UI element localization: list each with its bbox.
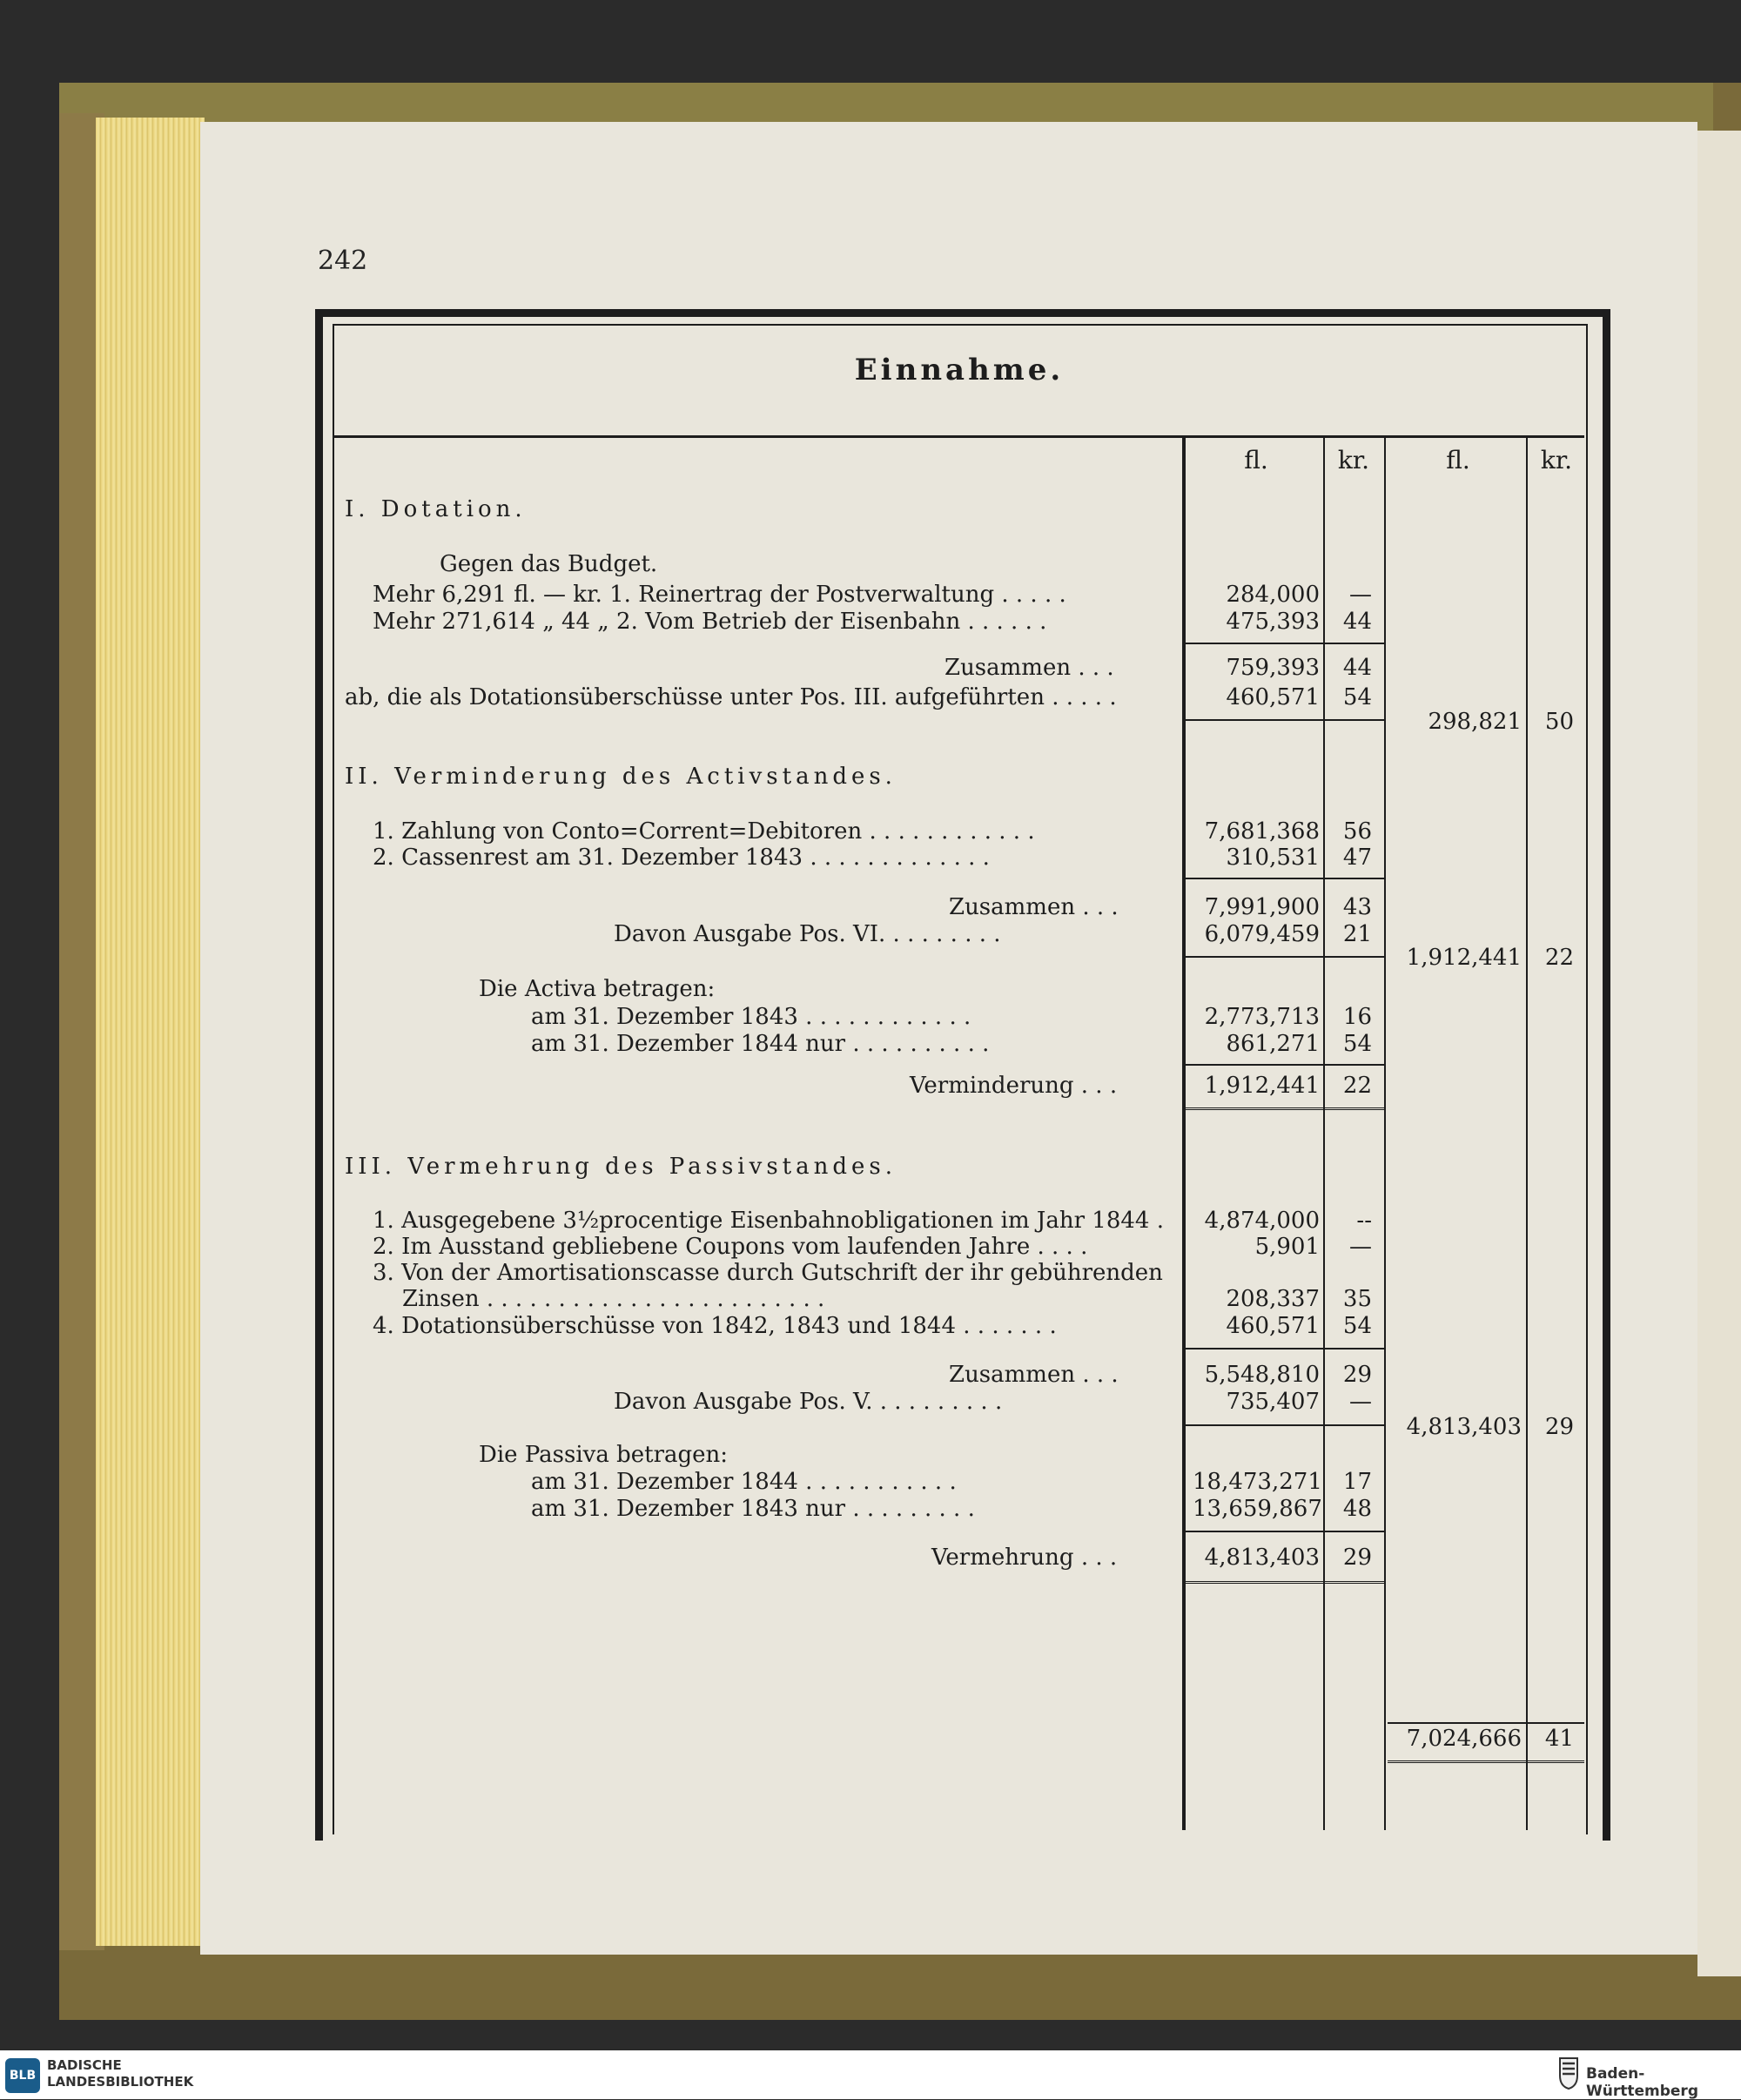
section-title-verminderung: II. Verminderung des Activstandes. — [345, 764, 897, 790]
amount-fl: 18,473,271 — [1193, 1469, 1322, 1495]
deduction-label: Davon Ausgabe Pos. VI. . . . . . . . . — [614, 921, 1001, 947]
difference-rule — [1186, 719, 1384, 721]
amount-fl: 861,271 — [1226, 1031, 1320, 1057]
amount-kr: 56 — [1342, 818, 1372, 845]
coat-of-arms-icon — [1558, 2056, 1579, 2090]
amount-fl: 5,901 — [1254, 1234, 1320, 1260]
column-head-fl-2: fl. — [1446, 446, 1470, 475]
amount-fl: 310,531 — [1226, 845, 1320, 871]
row-label: am 31. Dezember 1843 . . . . . . . . . . . . — [531, 1004, 971, 1030]
column-rule-kr1-right — [1384, 437, 1386, 1830]
amount-kr: 54 — [1342, 1313, 1372, 1339]
difference-rule — [1186, 956, 1384, 958]
sum-rule — [1186, 1348, 1384, 1350]
amount-fl: 13,659,867 — [1193, 1496, 1322, 1522]
column-rule-fl1-left — [1182, 437, 1186, 1830]
section-total-kr: 22 — [1544, 945, 1574, 971]
sum-rule — [1186, 1531, 1384, 1532]
row-label: am 31. Dezember 1844 nur . . . . . . . . . . — [531, 1031, 990, 1057]
amount-fl: 1,912,441 — [1204, 1073, 1320, 1099]
amount-fl: 759,393 — [1226, 655, 1320, 681]
facing-page-edge — [1697, 131, 1741, 1976]
amount-kr: 22 — [1342, 1073, 1372, 1099]
amount-fl: 284,000 — [1226, 582, 1320, 608]
amount-kr: 35 — [1342, 1286, 1372, 1312]
amount-fl: 475,393 — [1226, 609, 1320, 635]
amount-kr: 54 — [1342, 1031, 1372, 1057]
deduction-label: Davon Ausgabe Pos. V. . . . . . . . . . — [614, 1389, 1003, 1415]
result-double-rule — [1186, 1107, 1384, 1113]
column-head-kr-1: kr. — [1337, 446, 1370, 475]
budget-heading: Gegen das Budget. — [440, 551, 658, 577]
amount-kr: — — [1349, 1389, 1372, 1415]
row-label: 1. Zahlung von Conto=Corrent=Debitoren . . . . . . . . . . . . — [373, 818, 1035, 845]
sum-rule — [1186, 643, 1384, 644]
section-total-kr: 29 — [1544, 1414, 1574, 1440]
subtotal-label: Zusammen . . . — [944, 655, 1114, 681]
table-title: Einnahme. — [854, 353, 1065, 387]
amount-kr: 43 — [1342, 894, 1372, 920]
page-edges — [96, 118, 205, 1946]
amount-fl: 5,548,810 — [1204, 1362, 1320, 1388]
amount-fl: 460,571 — [1226, 1313, 1320, 1339]
result-label: Verminderung . . . — [910, 1073, 1118, 1099]
amount-kr: 47 — [1342, 845, 1372, 871]
section-total-kr: 50 — [1544, 709, 1574, 735]
section-title-vermehrung: III. Vermehrung des Passivstandes. — [345, 1154, 897, 1180]
heading-rule — [334, 435, 1584, 438]
column-head-fl-1: fl. — [1244, 446, 1268, 475]
row-label: 4. Dotationsüberschüsse von 1842, 1843 und 1844 . . . . . . . — [373, 1313, 1057, 1339]
section-total-fl: 298,821 — [1428, 709, 1522, 735]
amount-kr: — — [1349, 582, 1372, 608]
amount-fl: 7,991,900 — [1204, 894, 1320, 920]
amount-kr: 54 — [1342, 684, 1372, 710]
amount-fl: 6,079,459 — [1204, 921, 1320, 947]
difference-rule — [1186, 1424, 1384, 1426]
grand-total-fl: 7,024,666 — [1406, 1726, 1522, 1752]
column-rule-kr1-left — [1323, 437, 1325, 1830]
row-label: am 31. Dezember 1843 nur . . . . . . . . . — [531, 1496, 975, 1522]
amount-kr: 16 — [1342, 1004, 1372, 1030]
blb-name-line1: BADISCHE — [47, 2057, 122, 2073]
bw-name[interactable]: Baden-Württemberg — [1586, 2065, 1698, 2100]
section-total-fl: 1,912,441 — [1406, 945, 1522, 971]
grand-total-rule — [1388, 1722, 1584, 1724]
sum-rule — [1186, 878, 1384, 879]
section-total-fl: 4,813,403 — [1406, 1414, 1522, 1440]
grand-total-double-rule — [1388, 1760, 1584, 1766]
subtotal-label: Zusammen . . . — [949, 894, 1119, 920]
row-label: 1. Ausgegebene 3½procentige Eisenbahnobligationen im Jahr 1844 . — [373, 1208, 1164, 1234]
amount-kr: 48 — [1342, 1496, 1372, 1522]
result-double-rule — [1186, 1581, 1384, 1586]
amount-fl: 4,874,000 — [1204, 1208, 1320, 1234]
row-label: am 31. Dezember 1844 . . . . . . . . . . . — [531, 1469, 957, 1495]
amount-fl: 208,337 — [1226, 1286, 1320, 1312]
amount-fl: 735,407 — [1226, 1389, 1320, 1415]
row-label: Mehr 271,614 „ 44 „ 2. Vom Betrieb der Eisenbahn . . . . . . — [373, 609, 1047, 635]
column-rule-kr2-left — [1526, 437, 1528, 1830]
blb-logo[interactable]: BLB — [5, 2058, 40, 2093]
section-title-dotation: I. Dotation. — [345, 496, 527, 522]
row-label: 2. Cassenrest am 31. Dezember 1843 . . . . . . . . . . . . . — [373, 845, 990, 871]
page-number: 242 — [318, 246, 368, 276]
sum-rule — [1186, 1064, 1384, 1066]
amount-kr: 44 — [1342, 655, 1372, 681]
amount-fl: 7,681,368 — [1204, 818, 1320, 845]
amount-kr: 17 — [1342, 1469, 1372, 1495]
grand-total-kr: 41 — [1544, 1726, 1574, 1752]
blb-name-line2: LANDESBIBLIOTHEK — [47, 2074, 194, 2090]
footer-bar — [0, 2050, 1741, 2099]
amount-kr: 29 — [1342, 1362, 1372, 1388]
amount-kr: — — [1349, 1234, 1372, 1260]
amount-kr: 44 — [1342, 609, 1372, 635]
blb-name — [47, 2057, 193, 2090]
amount-kr: -- — [1356, 1208, 1372, 1234]
amount-kr: 29 — [1342, 1545, 1372, 1571]
row-label: Mehr 6,291 fl. — kr. 1. Reinertrag der Postverwaltung . . . . . — [373, 582, 1066, 608]
subtotal-label: Zusammen . . . — [949, 1362, 1119, 1388]
activa-heading: Die Activa betragen: — [479, 976, 716, 1002]
row-label: 3. Von der Amortisationscasse durch Gutschrift der ihr gebührenden — [373, 1260, 1163, 1286]
row-label-continued: Zinsen . . . . . . . . . . . . . . . . . . . . . . . . — [402, 1286, 825, 1312]
row-label: 2. Im Ausstand gebliebene Coupons vom laufenden Jahre . . . . — [373, 1234, 1088, 1260]
amount-kr: 21 — [1342, 921, 1372, 947]
row-label: ab, die als Dotationsüberschüsse unter Pos. III. aufgeführten . . . . . — [345, 684, 1117, 710]
amount-fl: 460,571 — [1226, 684, 1320, 710]
amount-fl: 4,813,403 — [1204, 1545, 1320, 1571]
result-label: Vermehrung . . . — [931, 1545, 1118, 1571]
column-head-kr-2: kr. — [1540, 446, 1573, 475]
amount-fl: 2,773,713 — [1204, 1004, 1320, 1030]
passiva-heading: Die Passiva betragen: — [479, 1442, 729, 1468]
